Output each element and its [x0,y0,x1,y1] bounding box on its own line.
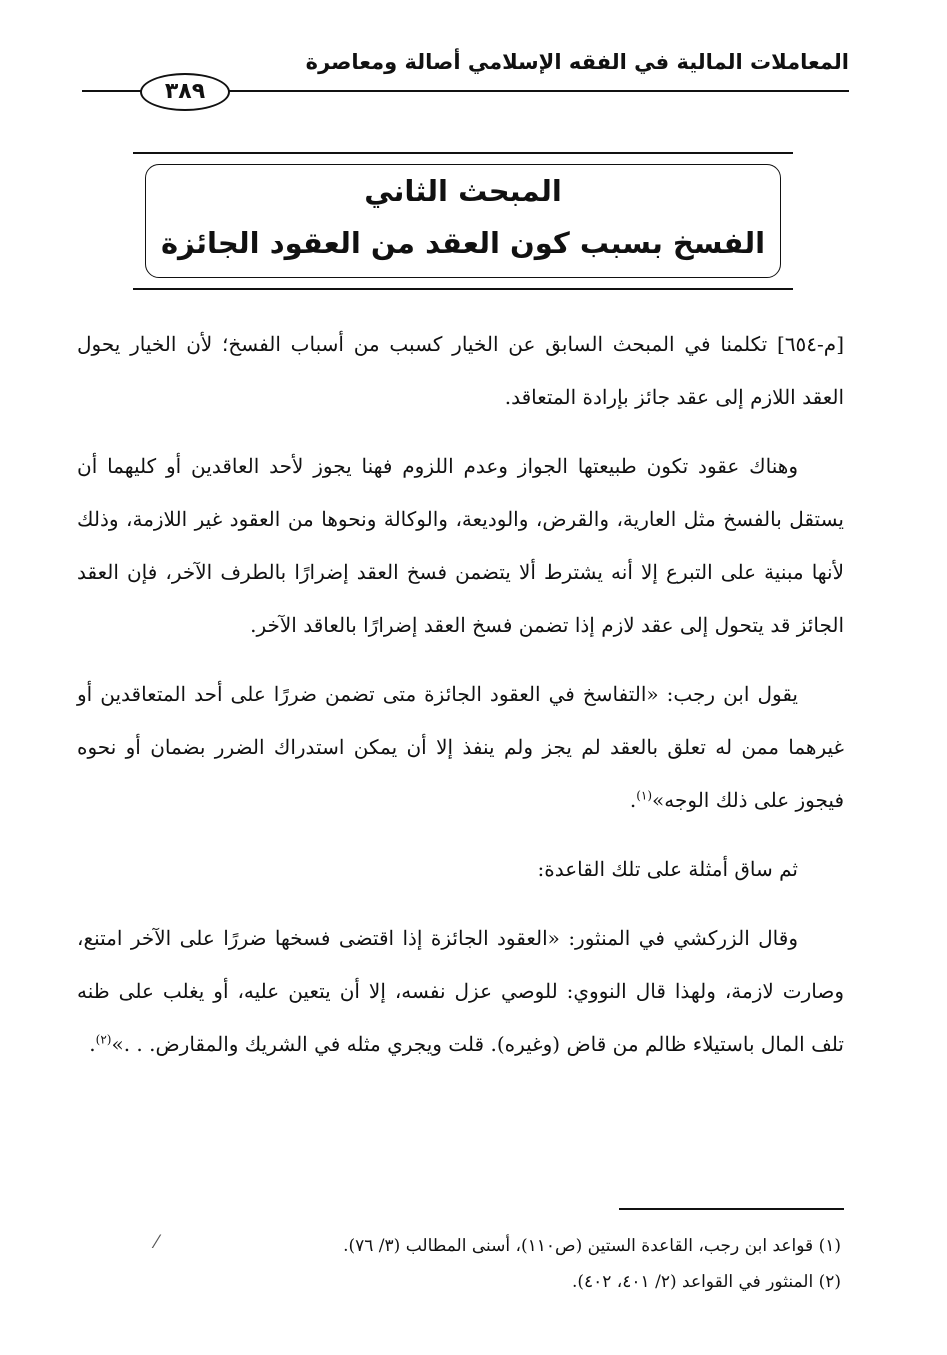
section-title-box [133,152,793,290]
paragraph-4-text: ثم ساق أمثلة على تلك القاعدة: [537,857,798,881]
page-number-badge: ٣٨٩ [140,73,230,111]
paragraph-3-text: يقول ابن رجب: «التفاسخ في العقود الجائزة متى تضمن ضررًا على أحد المتعاقدين أو غيرهما ممن له تعلق بالعقد لم يجز ولم ينفذ إلا أن يمكن استدراك الضرر بضمان أو نحوه فيجوز على ذلك الوجه» [77,682,844,812]
footnote-separator [619,1208,844,1210]
paragraph-4 [77,843,844,896]
paragraph-5-text: وقال الزركشي في المنثور: «العقود الجائزة إذا اقتضى فسخها ضررًا على الآخر امتنع، وصارت لازمة، ولهذا قال النووي: للوصي عزل نفسه، إلا أن يتعين عليه، أو يغلب على ظنه تلف المال باستيلاء ظالم من قاض (وغيره). قلت ويجري مثله في الشريك والمقارض. . .» [77,926,844,1056]
footnote-ref-1[interactable]: (١) [636,788,653,803]
paragraph-3-end: . [629,788,637,812]
paragraph-2-text: وهناك عقود تكون طبيعتها الجواز وعدم اللزوم فهنا يجوز لأحد العاقدين أو كليهما أن يستقل بالفسخ مثل العارية، والقرض، والوديعة، والوكالة ونحوها من العقود غير اللازمة، وذلك لأنها مبنية على التبرع إلا أنه يشترط ألا يتضمن فسخ العقد إضرارًا بالطرف الآخر، فإن العقد الجائز قد يتحول إلى عقد لازم إذا تضمن فسخ العقد إضرارًا بالعاقد الآخر. [77,454,844,637]
paragraph-1 [77,318,844,424]
footnotes-section [180,1228,841,1300]
section-heading: المبحث الثاني [364,174,562,208]
paragraph-5-end: . [89,1032,96,1056]
running-header-title: المعاملات المالية في الفقه الإسلامي أصالة ومعاصرة [305,50,849,74]
paragraph-3 [77,668,844,827]
paragraph-1-text: [م-٦٥٤] تكلمنا في المبحث السابق عن الخيار كسبب من أسباب الفسخ؛ لأن الخيار يحول العقد اللازم إلى عقد جائز بإرادة المتعاقد. [77,332,844,409]
main-body-text [77,318,844,1087]
section-subheading: الفسخ بسبب كون العقد من العقود الجائزة [160,226,766,260]
title-box-bottom-rule [133,288,793,290]
title-box-top-rule [133,152,793,154]
paragraph-5 [77,912,844,1071]
footnote-1: (١) قواعد ابن رجب، القاعدة الستين (ص١١٠)، أسنى المطالب (٣/ ٧٦). [343,1236,841,1256]
paragraph-2 [77,440,844,652]
footnote-ref-2[interactable]: (٢) [95,1032,112,1047]
footnote-2: (٢) المنثور في القواعد (٢/ ٤٠١، ٤٠٢). [571,1272,841,1292]
stray-pen-mark: ⁄ [155,1232,159,1253]
